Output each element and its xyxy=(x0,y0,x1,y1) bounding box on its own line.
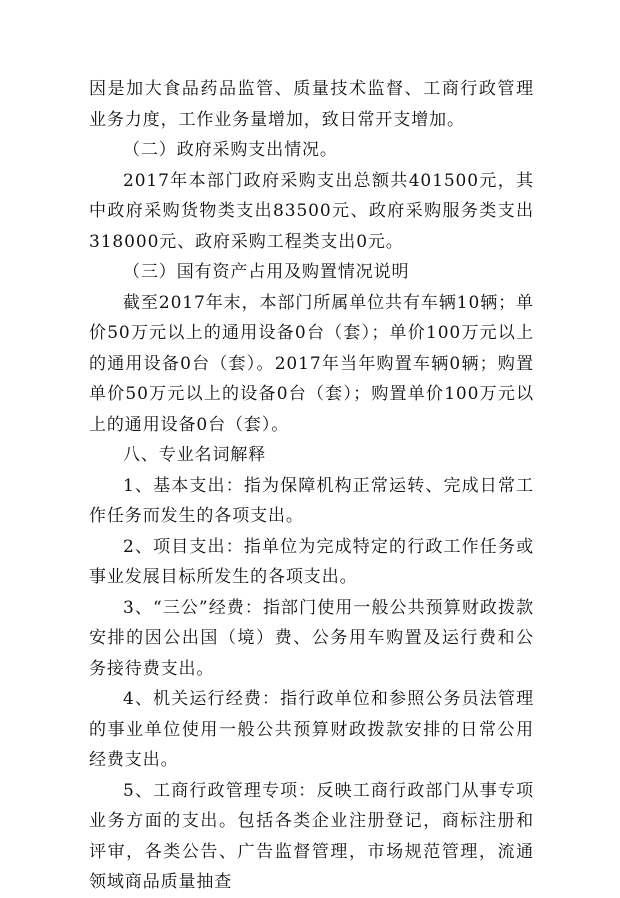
paragraph-assets: 截至2017年末，本部门所属单位共有车辆10辆；单价50万元以上的通用设备0台（套）；单价100万元以上的通用设备0台（套）。2017年当年购置车辆0辆；购置单价50万元以上的设备0台（套）；购置单价100万元以上的通用设备0台（套）。 xyxy=(89,292,534,435)
section-heading-procurement: （二）政府采购支出情况。 xyxy=(123,140,338,160)
section-heading-assets: （三）国有资产占用及购置情况说明 xyxy=(123,262,410,282)
term-agency-operating-funds: 4、机关运行经费：指行政单位和参照公务员法管理的事业单位使用一般公共预算财政拨款安排的日常公用经费支出。 xyxy=(89,689,534,770)
paragraph-continuation: 因是加大食品药品监管、质量技术监督、工商行政管理业务力度，工作业务量增加，致日常开支增加。 xyxy=(89,79,534,130)
section-heading-terms: 八、专业名词解释 xyxy=(123,445,267,465)
term-three-public-funds: 3、“三公”经费：指部门使用一般公共预算财政拨款安排的因公出国（境）费、公务用车购置及运行费和公务接待费支出。 xyxy=(89,597,534,679)
term-basic-expenditure: 1、基本支出：指为保障机构正常运转、完成日常工作任务而发生的各项支出。 xyxy=(89,475,534,526)
document-body xyxy=(89,74,534,898)
paragraph-procurement: 2017年本部门政府采购支出总额共401500元，其中政府采购货物类支出83500元、政府采购服务类支出318000元、政府采购工程类支出0元。 xyxy=(89,170,534,252)
term-industrial-commercial-special: 5、工商行政管理专项：反映工商行政部门从事专项业务方面的支出。包括各类企业注册登记，商标注册和评审，各类公告、广告监督管理，市场规范管理，流通领域商品质量抽查 xyxy=(89,780,534,892)
term-project-expenditure: 2、项目支出：指单位为完成特定的行政工作任务或事业发展目标所发生的各项支出。 xyxy=(89,536,534,587)
